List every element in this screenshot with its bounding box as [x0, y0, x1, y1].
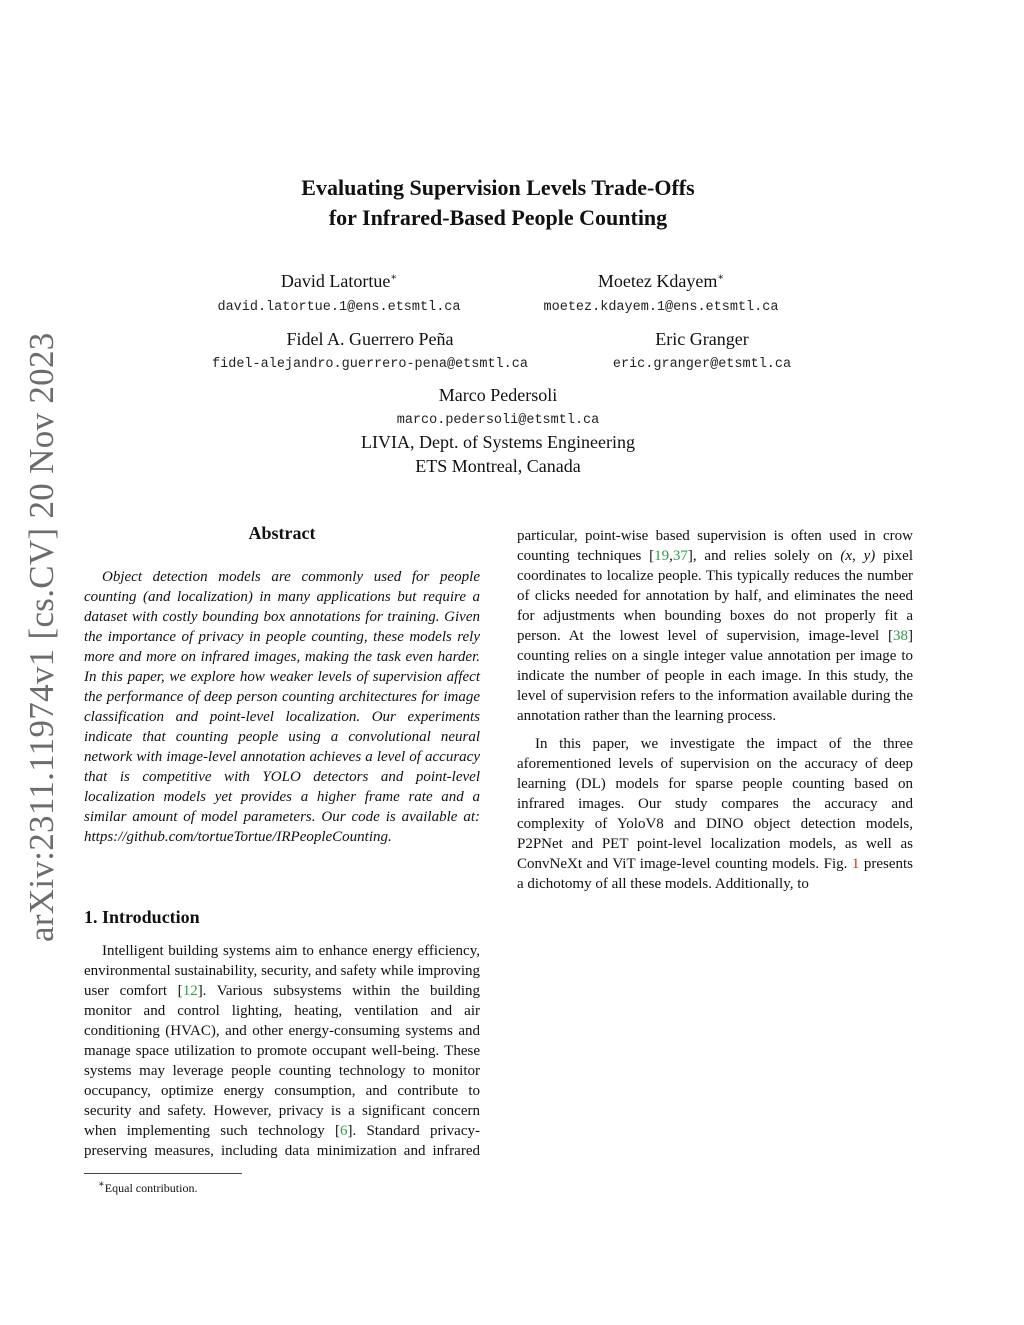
citation-link[interactable]: 12	[182, 983, 198, 999]
author-name: Eric Granger	[655, 329, 749, 349]
citation-link[interactable]: 19	[654, 548, 670, 564]
arxiv-identifier: arXiv:2311.11974v1 [cs.CV] 20 Nov 2023	[22, 332, 61, 942]
section-heading-introduction: 1. Introduction	[84, 907, 200, 927]
math-coordinates: (x, y)	[840, 548, 876, 564]
abstract-heading: Abstract	[248, 523, 316, 543]
footnote: ∗Equal contribution.	[98, 1179, 198, 1195]
author-email[interactable]: marco.pedersoli@etsmtl.ca	[396, 413, 600, 428]
citation-link[interactable]: 38	[893, 628, 908, 644]
figure-reference-link[interactable]: 1	[851, 856, 860, 872]
author-email[interactable]: eric.granger@etsmtl.ca	[612, 357, 792, 372]
author-email[interactable]: fidel-alejandro.guerrero-pena@etsmtl.ca	[212, 357, 528, 372]
footnote-rule	[84, 1173, 242, 1174]
intro-column-left	[84, 941, 480, 1163]
intro-paragraph-2: particular, point-wise based supervision is often used in crow counting techniques [19,37], and relies solely on (x, y) pixel coordinates to localize people. This typically reduces the number of clicks needed for annotation by half, and eliminates the need for adjustments when bounding boxes do not properly fit a person. At the lowest level of supervision, image-level [38] counting relies on a single integer value annotation per image to indicate the number of people in each image. In this study, the level of supervision refers to the information available during the annotation rather than the learning process.	[517, 528, 913, 724]
title-line-1: Evaluating Supervision Levels Trade-Offs	[301, 175, 695, 200]
abstract-text: Object detection models are commonly used for people counting (and localization) in many applications but require a dataset with costly bounding box annotations for training. Given the importance of privacy in people counting, these models rely more and more on infrared images, making the task even harder. In this paper, we explore how weaker levels of supervision affect the performance of deep person counting architectures for image classification and point-level localization. Our experiments indicate that counting people using a convolutional neural network with image-level annotation achieves a level of accuracy that is competitive with YOLO detectors and point-level localization models yet provides a higher frame rate and a similar amount of model parameters. Our code is available at: https://github.com/tortueTortue/IRPeopleCounting.	[84, 569, 480, 845]
author-email[interactable]: david.latortue.1@ens.etsmtl.ca	[217, 300, 461, 315]
abstract-body	[84, 567, 480, 847]
citation-link[interactable]: 37	[672, 548, 688, 564]
author-email[interactable]: moetez.kdayem.1@ens.etsmtl.ca	[543, 300, 779, 315]
intro-paragraph-3: In this paper, we investigate the impact of the three aforementioned levels of supervision on the accuracy of deep learning (DL) models for sparse people counting based on infrared images. Our study compares the accuracy and complexity of YoloV8 and DINO object detection models, P2PNet and PET point-level localization models, as well as ConvNeXt and ViT image-level counting models. Fig. 1 presents a dichotomy of all these models. Additionally, to	[517, 736, 913, 892]
affiliation-line: LIVIA, Dept. of Systems Engineering	[361, 432, 635, 452]
author-name: Fidel A. Guerrero Peña	[286, 329, 454, 349]
title-line-2: for Infrared-Based People Counting	[328, 205, 668, 230]
author-name: Moetez Kdayem∗	[597, 271, 725, 291]
intro-paragraph-1: Intelligent building systems aim to enhance energy efficiency, environmental sustainability, security, and safety while improving user comfort [12]. Various subsystems within the building monitor and control lighting, heating, ventilation and air conditioning (HVAC), and other energy-consuming systems and manage space utilization to promote occupant well-being. These systems may leverage people counting technology to monitor occupancy, optimize energy consumption, and contribute to security and safety. However, privacy is a significant concern when implementing such technology [6]. Standard privacy-preserving measures, including data minimization and infrared	[84, 943, 480, 1159]
affiliation-line: ETS Montreal, Canada	[415, 456, 581, 476]
citation-link[interactable]: 6	[339, 1123, 348, 1139]
paper-title	[0, 173, 996, 233]
author-name: David Latortue∗	[280, 271, 398, 291]
author-name: Marco Pedersoli	[438, 385, 558, 405]
intro-column-right	[517, 526, 913, 1206]
